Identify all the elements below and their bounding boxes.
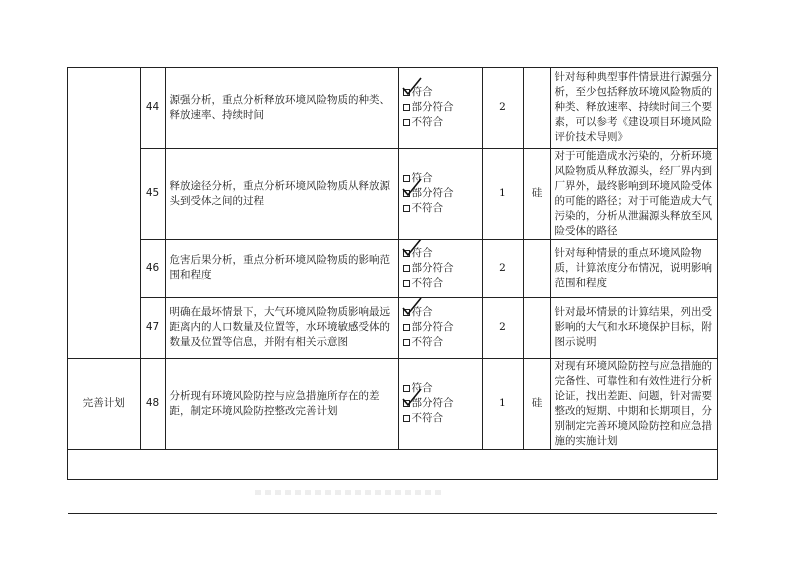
item-content: 分析现有环境风险防控与应急措施所存在的差距，制定环境风险防控整改完善计划 [165, 358, 398, 449]
checkbox[interactable] [403, 205, 410, 212]
handwritten-score: 1 [482, 358, 523, 449]
item-number: 45 [140, 148, 165, 239]
item-note: 对于可能造成水污染的，分析环境风险物质从释放源头，经厂界内到厂界外，最终影响到环境风险受体的可能的路径；对于可能造成大气污染的，分析从泄漏源头释放至风险受体的路径 [550, 148, 717, 239]
option-conform[interactable]: 符合 [403, 171, 478, 186]
handwritten-score: 2 [482, 297, 523, 358]
option-partial[interactable]: 部分符合 [403, 320, 478, 335]
item-note: 对现有环境风险防控与应急措施的完备性、可靠性和有效性进行分析论证，找出差距、问题，针对需要整改的短期、中期和长期项目，分别制定完善环境风险防控和应急措施的实施计划 [550, 358, 717, 449]
empty-footer-cell [68, 449, 717, 513]
category-cell [68, 68, 140, 358]
table-row-empty [68, 449, 717, 513]
check-options [398, 239, 482, 297]
option-nonconform[interactable]: 不符合 [403, 115, 478, 130]
option-conform[interactable]: 符合 [403, 305, 478, 320]
item-note: 针对最坏情景的计算结果，列出受影响的大气和水环境保护目标，附图示说明 [550, 297, 717, 358]
checkbox[interactable] [403, 280, 410, 287]
checkbox[interactable] [403, 339, 410, 346]
handwritten-signature: 硅 [523, 358, 550, 449]
handwritten-signature: 硅 [523, 148, 550, 239]
review-table [68, 68, 717, 514]
handwritten-signature [523, 68, 550, 148]
checkbox[interactable] [403, 104, 410, 111]
item-number: 46 [140, 239, 165, 297]
item-content: 明确在最坏情景下，大气环境风险物质影响最远距离内的人口数量及位置等，水环境敏感受体的数量及位置等信息，并附有相关示意图 [165, 297, 398, 358]
option-conform[interactable]: 符合 [403, 246, 478, 261]
item-number: 44 [140, 68, 165, 148]
checkbox[interactable] [403, 175, 410, 182]
checkbox-checked[interactable] [403, 250, 410, 257]
check-options [398, 297, 482, 358]
review-form-sheet [67, 67, 718, 480]
scan-artifact [255, 490, 445, 495]
checkbox-checked[interactable] [403, 309, 410, 316]
item-number: 47 [140, 297, 165, 358]
checkbox[interactable] [403, 385, 410, 392]
option-nonconform[interactable]: 不符合 [403, 335, 478, 350]
option-partial[interactable]: 部分符合 [403, 261, 478, 276]
item-content: 危害后果分析，重点分析环境风险物质的影响范围和程度 [165, 239, 398, 297]
checkbox[interactable] [403, 119, 410, 126]
option-nonconform[interactable]: 不符合 [403, 276, 478, 291]
handwritten-signature [523, 239, 550, 297]
category-cell: 完善计划 [68, 358, 140, 449]
table-row [68, 297, 717, 358]
option-conform[interactable]: 符合 [403, 85, 478, 100]
table-row [68, 148, 717, 239]
handwritten-score: 1 [482, 148, 523, 239]
item-content: 源强分析，重点分析释放环境风险物质的种类、释放速率、持续时间 [165, 68, 398, 148]
checkbox-checked[interactable] [403, 190, 410, 197]
option-nonconform[interactable]: 不符合 [403, 411, 478, 426]
check-options [398, 68, 482, 148]
option-partial[interactable]: 部分符合 [403, 396, 478, 411]
check-options [398, 358, 482, 449]
checkbox[interactable] [403, 324, 410, 331]
item-note: 针对每种情景的重点环境风险物质，计算浓度分布情况，说明影响范围和程度 [550, 239, 717, 297]
checkbox-checked[interactable] [403, 89, 410, 96]
table-row [68, 68, 717, 148]
handwritten-signature [523, 297, 550, 358]
item-number: 48 [140, 358, 165, 449]
option-nonconform[interactable]: 不符合 [403, 201, 478, 216]
checkbox-checked[interactable] [403, 400, 410, 407]
check-options [398, 148, 482, 239]
checkbox[interactable] [403, 415, 410, 422]
table-row [68, 239, 717, 297]
handwritten-score: 2 [482, 239, 523, 297]
option-conform[interactable]: 符合 [403, 381, 478, 396]
option-partial[interactable]: 部分符合 [403, 186, 478, 201]
option-partial[interactable]: 部分符合 [403, 100, 478, 115]
checkbox[interactable] [403, 265, 410, 272]
table-row [68, 358, 717, 449]
handwritten-score: 2 [482, 68, 523, 148]
item-note: 针对每种典型事件情景进行源强分析，至少包括释放环境风险物质的种类、释放速率、持续时间三个要素，可以参考《建设项目环境风险评价技术导则》 [550, 68, 717, 148]
item-content: 释放途径分析，重点分析环境风险物质从释放源头到受体之间的过程 [165, 148, 398, 239]
